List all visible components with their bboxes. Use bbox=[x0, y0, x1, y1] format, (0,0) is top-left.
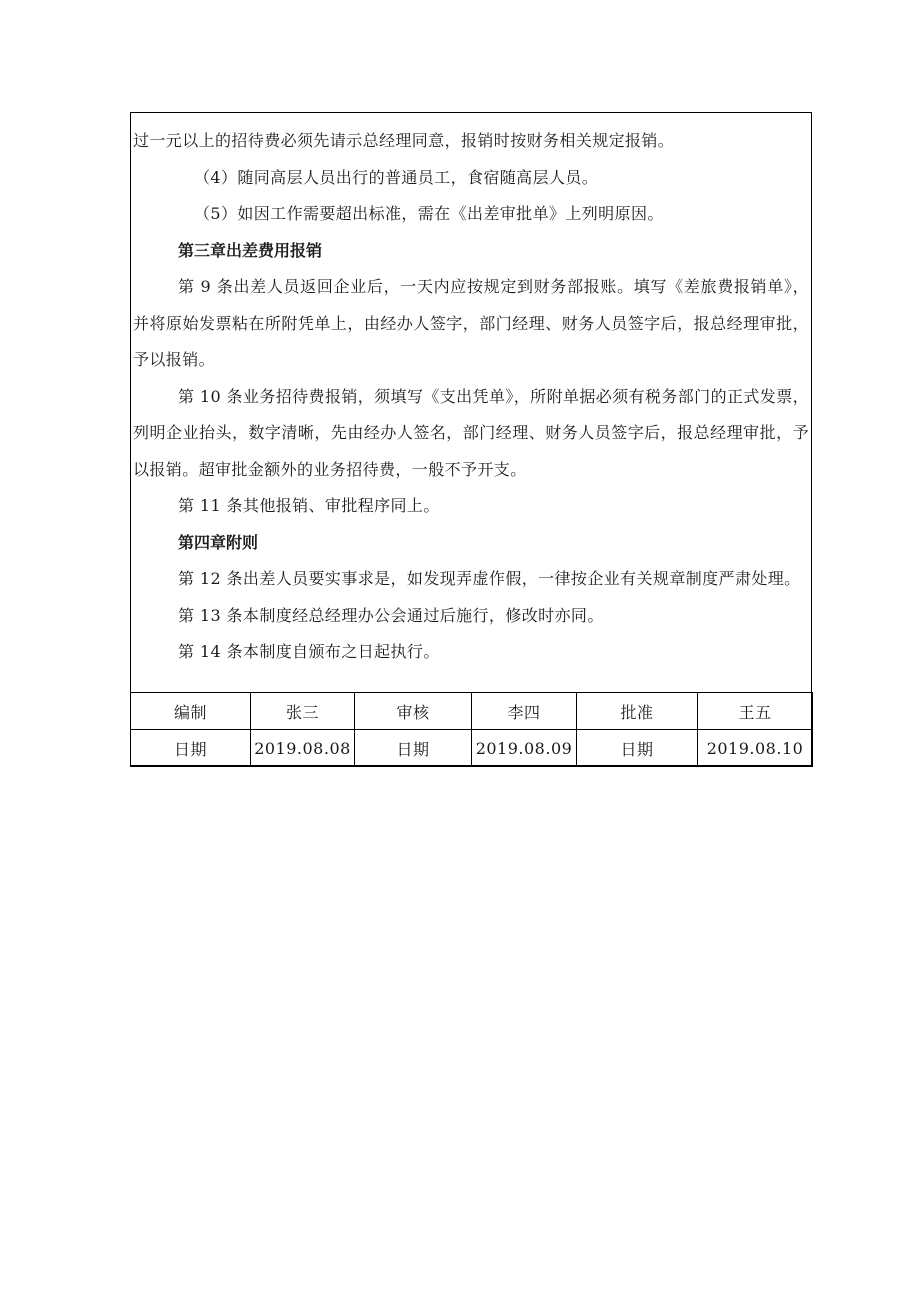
date-label: 日期 bbox=[131, 730, 251, 767]
date-label: 日期 bbox=[577, 730, 698, 767]
reviewed-date: 2019.08.09 bbox=[472, 730, 577, 767]
date-label: 日期 bbox=[355, 730, 472, 767]
paragraph: 第 11 条其他报销、审批程序同上。 bbox=[178, 496, 440, 515]
paragraph: 第 10 条业务招待费报销，须填写《支出凭单》，所附单据必须有税务部门的正式发票，列明企业抬头，数字清晰，先由经办人签名，部门经理、财务人员签字后，报总经理审批，予以报销。超审批金额外的业务招待费，一般不予开支。 bbox=[133, 386, 809, 479]
reviewed-by-label: 审核 bbox=[355, 693, 472, 730]
chapter-heading: 第四章附则 bbox=[178, 532, 259, 552]
approved-by-name: 王五 bbox=[698, 693, 813, 730]
approved-date: 2019.08.10 bbox=[698, 730, 813, 767]
compiled-by-name: 张三 bbox=[251, 693, 355, 730]
approved-by-label: 批准 bbox=[577, 693, 698, 730]
document-body bbox=[131, 123, 811, 693]
reviewed-by-name: 李四 bbox=[472, 693, 577, 730]
signoff-row-dates bbox=[131, 730, 813, 767]
compiled-date: 2019.08.08 bbox=[251, 730, 355, 767]
signoff-table bbox=[130, 692, 813, 767]
paragraph: 第 9 条出差人员返回企业后，一天内应按规定到财务部报账。填写《差旅费报销单》，并将原始发票粘在所附凭单上，由经办人签字，部门经理、财务人员签字后，报总经理审批，予以报销。 bbox=[133, 277, 809, 369]
paragraph: 第 12 条出差人员要实事求是，如发现弄虚作假，一律按企业有关规章制度严肃处理。 bbox=[178, 569, 801, 588]
paragraph: （4）随同高层人员出行的普通员工，食宿随高层人员。 bbox=[194, 167, 599, 187]
paragraph: （5）如因工作需要超出标准，需在《出差审批单》上列明原因。 bbox=[194, 204, 664, 223]
document-frame bbox=[130, 112, 812, 766]
paragraph: 第 13 条本制度经总经理办公会通过后施行，修改时亦同。 bbox=[178, 605, 604, 625]
paragraph: 第 14 条本制度自颁布之日起执行。 bbox=[178, 642, 440, 661]
compiled-by-label: 编制 bbox=[131, 693, 251, 730]
chapter-heading: 第三章出差费用报销 bbox=[178, 240, 323, 260]
paragraph: 过一元以上的招待费必须先请示总经理同意，报销时按财务相关规定报销。 bbox=[133, 131, 675, 150]
signoff-row-names bbox=[131, 693, 813, 730]
